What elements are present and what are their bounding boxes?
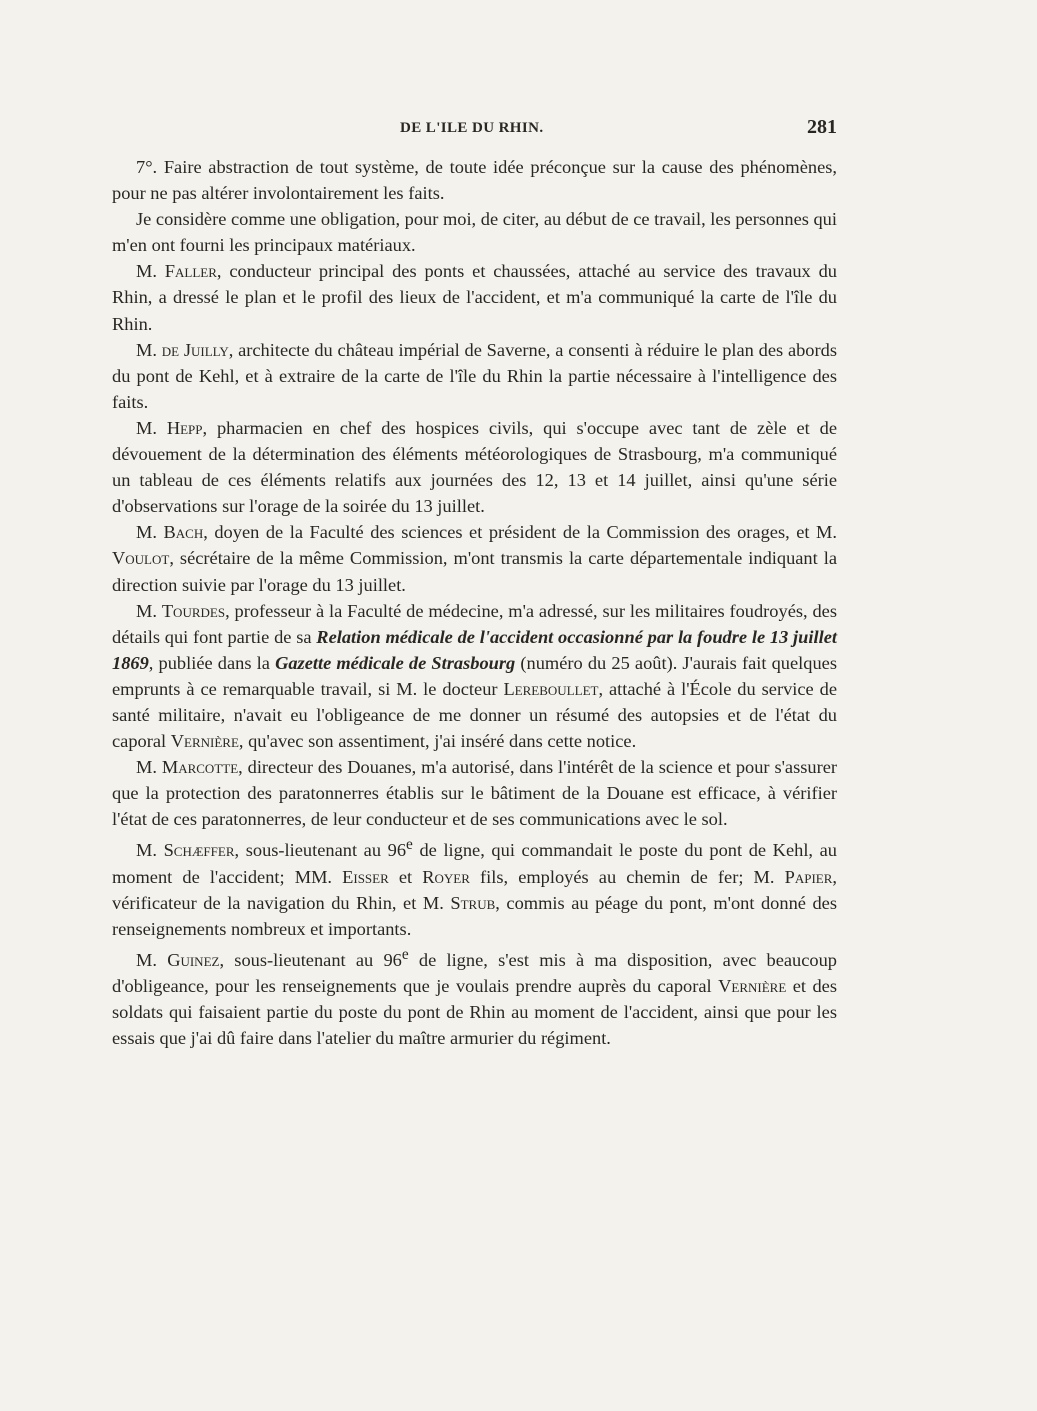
paragraph-marcotte: M. Marcotte, directeur des Douanes, m'a autorisé, dans l'intérêt de la science et pour s'assurer que la protection des paratonnerres établis sur le bâtiment de la Douane est efficace, à vérifier l'état de ces paratonnerres, de leur conducteur et de ses communications avec le sol. xyxy=(112,757,837,830)
journal-title: Gazette médicale de Strasbourg xyxy=(275,652,516,673)
paragraph-bach-voulot: M. Bach, doyen de la Faculté des sciences et président de la Commission des orages, et M. Voulot, sécrétaire de la même Commission, m'ont transmis la carte départementale indiquant la direction suivie par l'orage du 13 juillet. xyxy=(112,522,837,595)
person-name: de Juilly xyxy=(161,339,229,360)
paragraph-acknowledgement: Je considère comme une obligation, pour moi, de citer, au début de ce travail, les personnes qui m'en ont fourni les principaux matériaux. xyxy=(112,209,837,256)
person-name: Eisser xyxy=(342,866,389,887)
paragraph-principle: 7°. Faire abstraction de tout système, de toute idée préconçue sur la cause des phénomènes, pour ne pas altérer involontairement les faits. xyxy=(112,157,837,204)
body-text xyxy=(112,154,837,1051)
running-title: DE L'ILE DU RHIN. xyxy=(400,120,544,136)
paragraph-hepp: M. Hepp, pharmacien en chef des hospices civils, qui s'occupe avec tant de zèle et de dévouement de la détermination des éléments météorologiques de Strasbourg, m'a communiqué un tableau de ces éléments relatifs aux journées des 12, 13 et 14 juillet, ainsi qu'une série d'observations sur l'orage de la soirée du 13 juillet. xyxy=(112,417,837,517)
person-name: Papier xyxy=(784,866,833,887)
person-name: Schæffer xyxy=(163,840,235,861)
publication-title: Relation médicale de l'accident occasionné par la foudre le 13 juillet 1869 xyxy=(112,626,837,673)
person-name: Tourdes xyxy=(161,600,226,621)
paragraph-schaeffer: M. Schæffer, sous-lieutenant au 96e de ligne, qui commandait le poste du pont de Kehl, au moment de l'accident; MM. Eisser et Royer fils, employés au chemin de fer; M. Papier, vérificateur de la navigation du Rhin, et M. Strub, commis au péage du pont, m'ont donné des renseignements nombreux et importants. xyxy=(112,836,837,939)
person-name: Hepp xyxy=(166,417,203,438)
person-name: Vernière xyxy=(718,976,787,997)
paragraph-guinez: M. Guinez, sous-lieutenant au 96e de ligne, s'est mis à ma disposition, avec beaucoup d'obligeance, pour les renseignements que je voulais prendre auprès du caporal Vernière et des soldats qui faisaient partie du poste du pont de Rhin au moment de l'accident, ainsi que pour les essais que j'ai dû faire dans l'atelier du maître armurier du régiment. xyxy=(112,945,837,1049)
page-number: 281 xyxy=(807,116,837,138)
person-name: Guinez xyxy=(167,950,220,971)
paragraph-juilly: M. de Juilly, architecte du château impérial de Saverne, a consenti à réduire le plan des abords du pont de Kehl, et à extraire de la carte de l'île du Rhin la partie nécessaire à l'intelligence des faits. xyxy=(112,339,837,412)
person-name: Marcotte xyxy=(161,757,239,778)
person-name: Royer xyxy=(422,866,470,887)
person-name: Lereboullet xyxy=(503,678,599,699)
person-name: Voulot xyxy=(112,548,170,569)
paragraph-faller: M. Faller, conducteur principal des ponts et chaussées, attaché au service des travaux du Rhin, a dressé le plan et le profil des lieux de l'accident, et m'a communiqué la carte de l'île du Rhin. xyxy=(112,261,837,334)
person-name: Strub xyxy=(450,892,496,913)
person-name: Vernière xyxy=(170,731,239,752)
paragraph-tourdes: M. Tourdes, professeur à la Faculté de médecine, m'a adressé, sur les militaires foudroyés, des détails qui font partie de sa Relation médicale de l'accident occasionné par la foudre le 13 juillet 1869, publiée dans la Gazette médicale de Strasbourg (numéro du 25 août). J'aurais fait quelques emprunts à ce remarquable travail, si M. le docteur Lereboullet, attaché à l'École du service de santé militaire, n'avait eu l'obligeance de me donner un résumé des autopsies et de l'état du caporal Vernière, qu'avec son assentiment, j'ai inséré dans cette notice. xyxy=(112,600,837,752)
person-name: Bach xyxy=(163,522,204,543)
person-name: Faller xyxy=(164,261,217,282)
page-header xyxy=(112,118,837,144)
